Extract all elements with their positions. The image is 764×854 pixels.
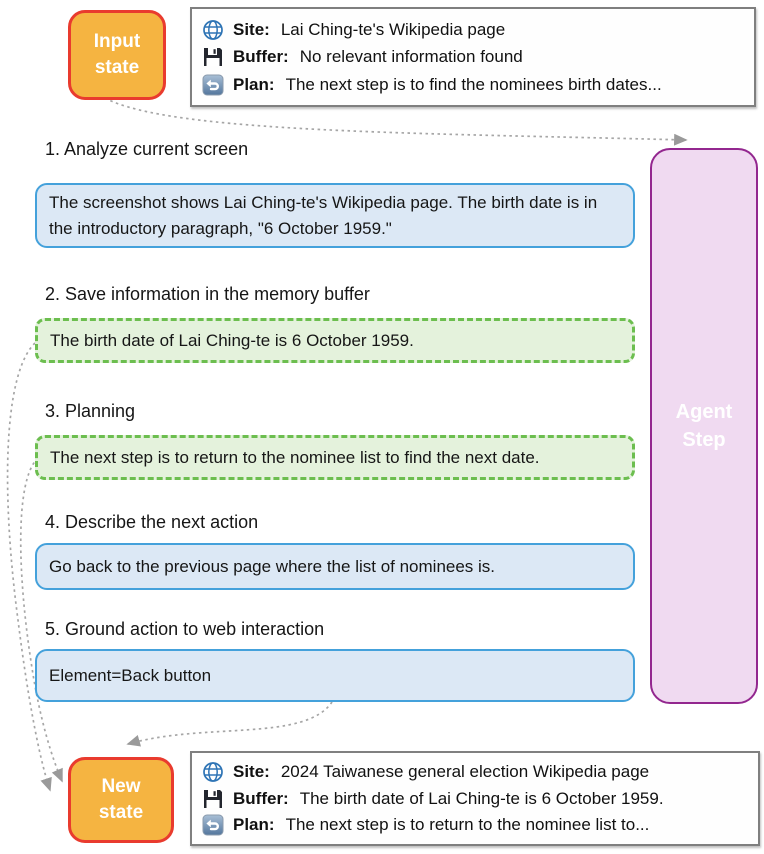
agent-step-panel	[650, 148, 758, 704]
input-buffer-label: Buffer:	[233, 47, 289, 66]
new-site-label: Site:	[233, 762, 270, 782]
new-state-info-box	[190, 751, 760, 846]
input-buffer-row	[202, 46, 744, 68]
step-2-title: 2. Save information in the memory buffer	[45, 284, 370, 304]
new-site-row	[202, 761, 748, 783]
plan-icon	[202, 74, 224, 96]
step-3-plan-box	[35, 435, 635, 480]
step-1-title: 1. Analyze current screen	[45, 139, 249, 159]
step-2-memory-box	[35, 318, 635, 363]
input-site-label: Site:	[233, 19, 270, 39]
step-2-text: The birth date of Lai Ching-te is 6 October 1959.	[50, 330, 414, 350]
agent-step-label-line1: Agent	[675, 401, 733, 423]
new-buffer-label: Buffer:	[233, 788, 289, 808]
input-state-label-line1: Input	[93, 31, 141, 53]
save-icon	[202, 788, 224, 810]
step-4-action-box	[35, 543, 635, 590]
new-plan-label: Plan:	[233, 814, 275, 834]
input-site-value: Lai Ching-te's Wikipedia page	[280, 19, 506, 39]
new-plan-row	[202, 814, 748, 836]
new-site-value: 2024 Taiwanese general election Wikipedia page	[280, 762, 650, 782]
step-1-text: The screenshot shows Lai Ching-te's Wikipedia page. The birth date is in the introductory paragraph, "6 October 1959."	[49, 193, 598, 238]
input-site-row	[202, 19, 744, 41]
input-buffer-value: No relevant information found	[299, 47, 523, 66]
input-state-info-box	[190, 7, 756, 107]
new-plan-value: The next step is to return to the nominee list to...	[285, 814, 650, 834]
step-4-title: 4. Describe the next action	[45, 512, 259, 532]
step-1-analysis-box	[35, 183, 635, 248]
input-state-badge	[68, 10, 166, 100]
new-state-label-line2: state	[98, 802, 144, 823]
step-5-text: Element=Back button	[49, 665, 212, 685]
step-4-text: Go back to the previous page where the list of nominees is.	[49, 556, 496, 576]
save-icon	[202, 46, 224, 68]
step-3-title: 3. Planning	[45, 401, 136, 421]
new-buffer-value: The birth date of Lai Ching-te is 6 October 1959.	[299, 788, 664, 808]
new-state-label-line1: New	[101, 776, 141, 798]
input-plan-row	[202, 74, 744, 96]
input-plan-label: Plan:	[233, 74, 275, 94]
step-3-text: The next step is to return to the nominee list to find the next date.	[50, 447, 540, 467]
input-plan-value: The next step is to find the nominees birth dates...	[285, 74, 662, 94]
step-5-title: 5. Ground action to web interaction	[45, 619, 325, 639]
new-state-badge	[68, 757, 174, 843]
input-state-label-line2: state	[94, 57, 140, 78]
globe-icon	[202, 761, 224, 783]
arrow-action-to-newstate	[128, 702, 332, 744]
step-5-grounding-box	[35, 649, 635, 702]
new-buffer-row	[202, 788, 748, 810]
plan-icon	[202, 814, 224, 836]
agent-step-label-line2: Step	[682, 429, 726, 451]
globe-icon	[202, 19, 224, 41]
